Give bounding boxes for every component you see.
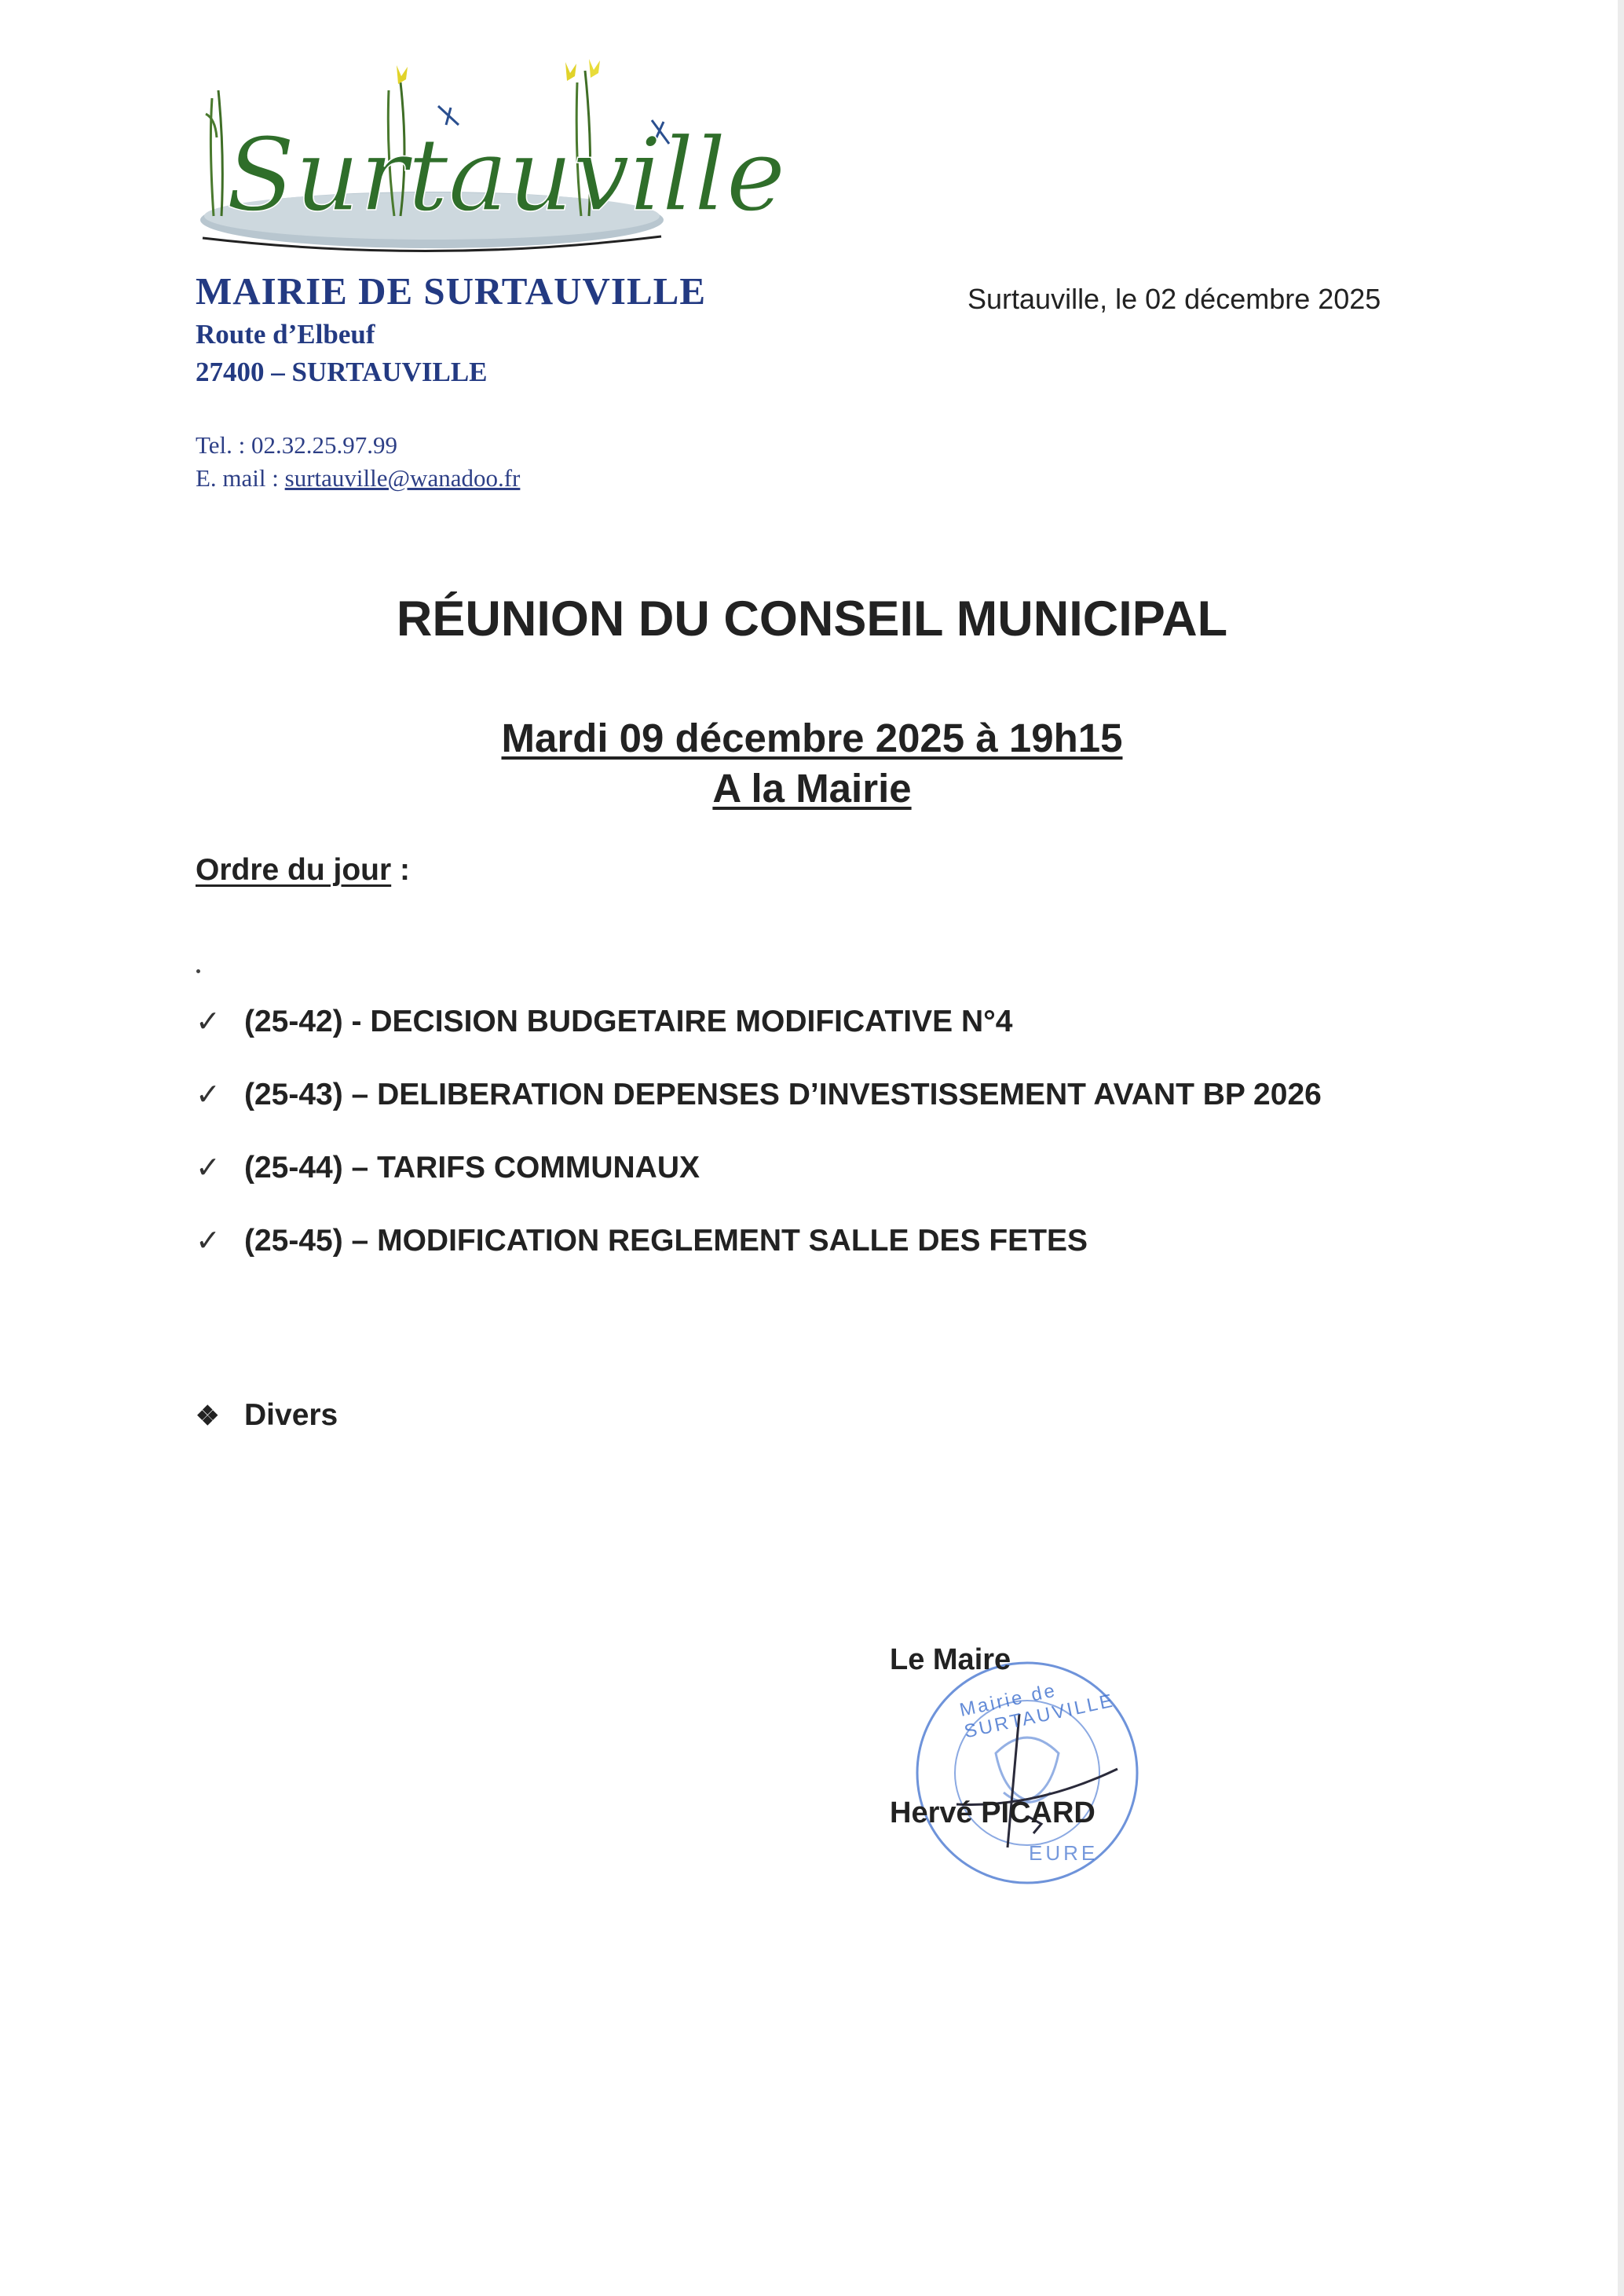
agenda-item [196,1223,1322,1296]
stray-dot [196,969,200,973]
meeting-info [0,713,1624,814]
surtauville-logo [188,59,786,255]
signature-name: Hervé PICARD [890,1796,1095,1829]
checkmark-icon: ✓ [196,1078,221,1111]
page-edge [1618,0,1624,2296]
email-link[interactable]: surtauville@wanadoo.fr [284,464,521,492]
phone-label: Tel. : [196,431,252,459]
agenda-item-text: (25-44) – TARIFS COMMUNAUX [244,1151,700,1185]
date-line: Surtauville, le 02 décembre 2025 [967,283,1381,315]
divers-label: Divers [244,1398,338,1432]
agenda-label [196,853,410,888]
svg-text:Surtauville: Surtauville [226,117,786,234]
stamp-text-bottom: EURE [1029,1841,1099,1865]
meeting-datetime: Mardi 09 décembre 2025 à 19h15 [501,716,1123,760]
phone-number: 02.32.25.97.99 [251,431,398,459]
stamp-text-top: Mairie de SURTAUVILLE [957,1679,1117,1743]
agenda-item-text: (25-42) - DECISION BUDGETAIRE MODIFICATIVE N°4 [244,1005,1013,1038]
page-title: RÉUNION DU CONSEIL MUNICIPAL [396,591,1228,646]
checkmark-icon: ✓ [196,1152,221,1185]
email-label: E. mail : [196,464,285,492]
agenda-item [196,1150,1322,1223]
agenda-item-text: (25-43) – DELIBERATION DEPENSES D’INVESTISSEMENT AVANT BP 2026 [244,1078,1322,1111]
org-name: MAIRIE DE SURTAUVILLE [196,269,707,313]
agenda-label-text: Ordre du jour [196,853,392,887]
diamond-bullet-icon: ❖ [196,1401,220,1431]
meeting-place: A la Mairie [712,766,912,811]
checkmark-icon: ✓ [196,1225,221,1258]
agenda-list [196,1004,1322,1296]
agenda-item-text: (25-45) – MODIFICATION REGLEMENT SALLE DES FETES [244,1224,1088,1258]
agenda-item [196,1004,1322,1077]
agenda-item [196,1077,1322,1150]
contact-info [196,429,520,495]
phone-line [196,429,520,462]
address-line2: 27400 – SURTAUVILLE [196,357,488,387]
address-line1: Route d’Elbeuf [196,319,375,350]
checkmark-icon: ✓ [196,1005,221,1038]
letterhead [196,267,706,391]
agenda-label-suffix: : [391,853,411,887]
divers-item [196,1398,338,1433]
email-line [196,462,520,495]
signature-title: Le Maire [890,1643,1011,1676]
signature-block [890,1643,1141,1879]
